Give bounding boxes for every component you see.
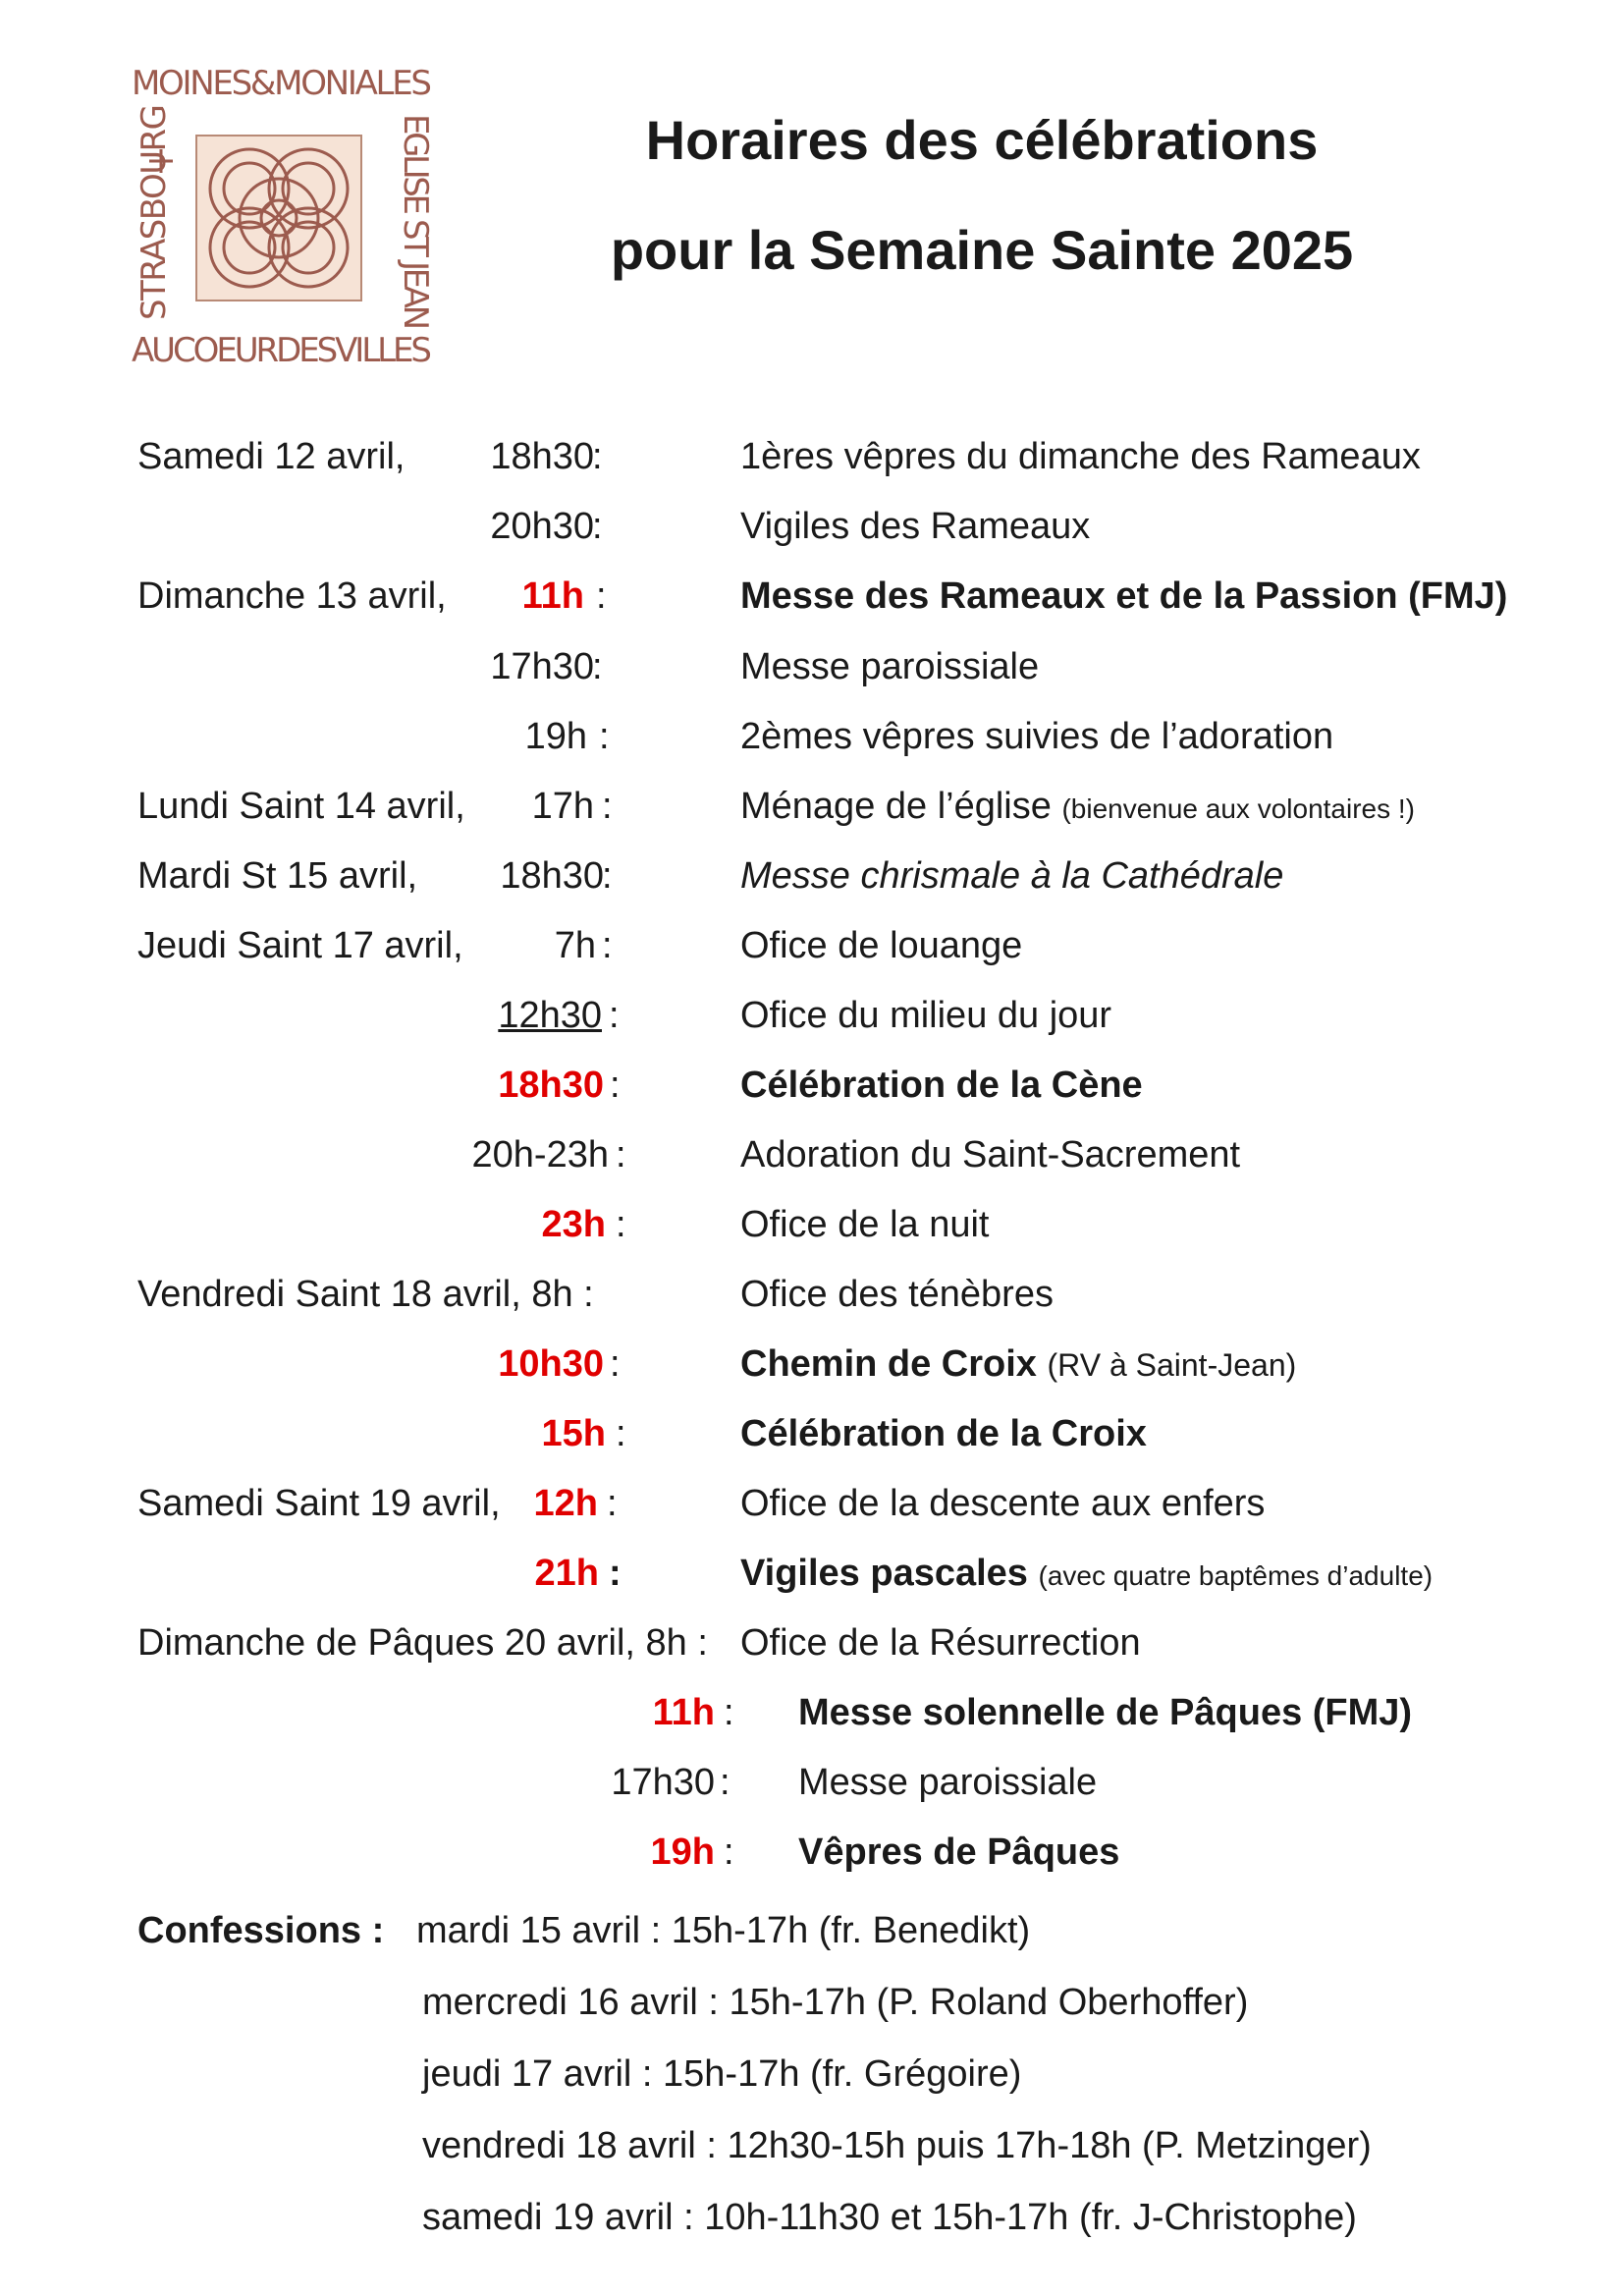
event-label: Vêpres de Pâques <box>798 1831 1120 1873</box>
colon: : <box>602 925 613 966</box>
time-label: 17h30 <box>490 646 594 687</box>
event-label: 2èmes vêpres suivies de l’adoration <box>740 716 1334 757</box>
event-label: Adoration du Saint-Sacrement <box>740 1134 1241 1175</box>
schedule-row <box>0 1483 1623 1542</box>
event-label: Célébration de la Cène <box>740 1065 1143 1106</box>
schedule-row <box>0 1622 1623 1681</box>
schedule-row <box>0 1762 1623 1821</box>
colon: : <box>607 1483 618 1524</box>
schedule-row <box>0 1343 1623 1402</box>
schedule-row <box>0 855 1623 914</box>
schedule-row <box>0 646 1623 705</box>
schedule-row <box>0 995 1623 1054</box>
colon: : <box>592 646 603 687</box>
time-label: 18h30 <box>498 1065 604 1106</box>
day-label: Vendredi Saint 18 avril, 8h : <box>137 1274 594 1315</box>
confession-item: mardi 15 avril : 15h-17h (fr. Benedikt) <box>416 1910 1031 1951</box>
time-label: 17h30 <box>611 1762 715 1803</box>
day-label: Mardi St 15 avril, <box>137 855 418 897</box>
colon: : <box>610 1343 621 1385</box>
event-label <box>740 786 1415 828</box>
schedule-row <box>0 575 1623 634</box>
time-label: 19h <box>650 1831 715 1873</box>
event-label <box>740 1343 1296 1386</box>
time-label: 20h-23h <box>471 1134 609 1175</box>
event-label: Messe solennelle de Pâques (FMJ) <box>798 1692 1413 1733</box>
svg-text:STRASBOURG: STRASBOURG <box>135 104 174 320</box>
colon: : <box>592 436 603 477</box>
time-label: 23h <box>541 1204 606 1245</box>
colon: : <box>602 786 613 827</box>
svg-text:EGLISE ST JEAN: EGLISE ST JEAN <box>396 114 435 330</box>
colon: : <box>616 1204 626 1245</box>
time-label: 17h <box>531 786 594 827</box>
schedule-row <box>0 925 1623 984</box>
colon: : <box>609 995 620 1036</box>
schedule-row <box>0 1692 1623 1751</box>
event-note: (bienvenue aux volontaires !) <box>1061 793 1415 824</box>
schedule-row <box>0 1831 1623 1890</box>
colon: : <box>724 1692 734 1733</box>
logo <box>126 55 440 369</box>
day-label: Samedi 12 avril, <box>137 436 406 477</box>
day-label: Lundi Saint 14 avril, <box>137 786 465 827</box>
event-title: Chemin de Croix <box>740 1343 1037 1385</box>
colon: : <box>602 855 613 897</box>
colon: : <box>610 1065 621 1106</box>
schedule-row <box>0 786 1623 845</box>
time-label: 21h <box>534 1553 599 1594</box>
time-label: 12h30 <box>498 995 602 1036</box>
schedule-row <box>0 1413 1623 1472</box>
time-label: 15h <box>541 1413 606 1454</box>
time-label: 20h30 <box>490 506 594 547</box>
event-label: 1ères vêpres du dimanche des Rameaux <box>740 436 1421 477</box>
colon: : <box>592 506 603 547</box>
svg-text:MOINES&MONIALES: MOINES&MONIALES <box>132 64 432 103</box>
schedule-row <box>0 1065 1623 1123</box>
confession-item: vendredi 18 avril : 12h30-15h puis 17h-18h (P. Metzinger) <box>422 2125 1372 2166</box>
day-label: Samedi Saint 19 avril, <box>137 1483 501 1524</box>
event-note: (avec quatre baptêmes d’adulte) <box>1038 1560 1434 1591</box>
event-label: Ofice de louange <box>740 925 1023 966</box>
event-title: Ménage de l’église <box>740 786 1052 827</box>
event-label: Messe paroissiale <box>740 646 1040 687</box>
page-subtitle: pour la Semaine Sainte 2025 <box>610 219 1354 281</box>
event-label: Ofice de la nuit <box>740 1204 990 1245</box>
time-label: 7h <box>554 925 596 966</box>
event-label: Ofice du milieu du jour <box>740 995 1112 1036</box>
time-label: 18h30 <box>490 436 594 477</box>
confession-item: samedi 19 avril : 10h-11h30 et 15h-17h (fr. J-Christophe) <box>422 2197 1357 2238</box>
colon: : <box>724 1831 734 1873</box>
event-label: Ofice des ténèbres <box>740 1274 1054 1315</box>
colon: : <box>609 1553 622 1594</box>
event-label: Messe chrismale à la Cathédrale <box>740 855 1284 897</box>
time-label: 11h <box>521 575 584 617</box>
day-label: Dimanche 13 avril, <box>137 575 447 617</box>
time-label: 19h <box>524 716 587 757</box>
event-label: Vigiles des Rameaux <box>740 506 1091 547</box>
event-label: Messe paroissiale <box>798 1762 1098 1803</box>
time-label: 11h <box>652 1692 715 1733</box>
colon: : <box>616 1134 626 1175</box>
confession-item: jeudi 17 avril : 15h-17h (fr. Grégoire) <box>422 2053 1022 2095</box>
day-label: Jeudi Saint 17 avril, <box>137 925 463 966</box>
event-label: Messe des Rameaux et de la Passion (FMJ) <box>740 575 1508 617</box>
schedule-row <box>0 1553 1623 1612</box>
event-label: Célébration de la Croix <box>740 1413 1147 1454</box>
schedule-row <box>0 436 1623 495</box>
logo-emblem <box>126 55 440 369</box>
colon: : <box>599 716 610 757</box>
colon: : <box>596 575 607 617</box>
schedule-row <box>0 506 1623 565</box>
event-label: Ofice de la descente aux enfers <box>740 1483 1266 1524</box>
time-label: 18h30 <box>500 855 604 897</box>
event-label: Ofice de la Résurrection <box>740 1622 1141 1664</box>
confession-item: mercredi 16 avril : 15h-17h (P. Roland Oberhoffer) <box>422 1982 1249 2023</box>
schedule-row <box>0 1204 1623 1263</box>
schedule-row <box>0 1134 1623 1193</box>
confessions-label: Confessions : <box>137 1910 385 1951</box>
colon: : <box>616 1413 626 1454</box>
schedule-row <box>0 716 1623 775</box>
time-label: 12h <box>533 1483 598 1524</box>
svg-text:AUCOEURDESVILLES: AUCOEURDESVILLES <box>132 331 432 369</box>
schedule-row <box>0 1274 1623 1333</box>
day-label: Dimanche de Pâques 20 avril, 8h : <box>137 1622 708 1664</box>
event-note: (RV à Saint-Jean) <box>1047 1347 1297 1383</box>
time-label: 10h30 <box>498 1343 604 1385</box>
page-title: Horaires des célébrations <box>645 109 1319 171</box>
event-title: Vigiles pascales <box>740 1553 1028 1594</box>
colon: : <box>720 1762 730 1803</box>
event-label <box>740 1553 1433 1595</box>
